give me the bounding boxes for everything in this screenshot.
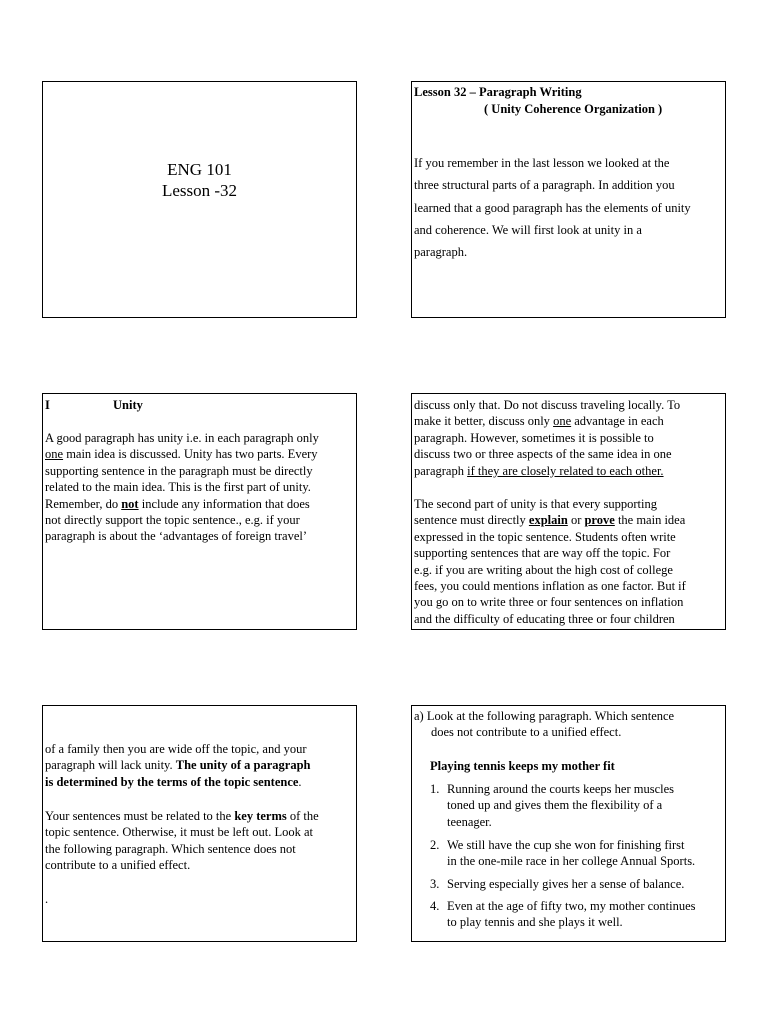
- text-line: toned up and gives them the flexibility of a: [447, 798, 663, 813]
- text-line: paragraph is about the ‘advantages of foreign travel’: [45, 529, 308, 544]
- item-text: [447, 837, 725, 870]
- text-line: The second part of unity is that every supporting: [414, 497, 657, 511]
- intro-line: and coherence. We will first look at unity in a: [414, 222, 642, 237]
- intro-paragraph: [414, 152, 723, 263]
- exercise-heading: Playing tennis keeps my mother fit: [430, 759, 615, 773]
- text-span: Remember, do: [45, 496, 122, 511]
- lesson-number: Lesson -32: [161, 181, 238, 200]
- lesson-title: Lesson 32 – Paragraph Writing: [414, 85, 582, 99]
- text-span: sentence must directly: [414, 513, 529, 528]
- intro-line: If you remember in the last lesson we looked at the: [414, 156, 670, 170]
- item-text: [447, 781, 723, 830]
- text-line: topic sentence. Otherwise, it must be left out. Look at: [45, 825, 313, 840]
- text-line: related to the main idea. This is the first part of unity.: [45, 480, 311, 495]
- text-span: include any information that does: [138, 496, 310, 511]
- text-line: discuss two or three aspects of the same idea in one: [414, 447, 672, 462]
- text-line: Even at the age of fifty two, my mother continues: [447, 899, 696, 913]
- slide-unity-terms: [42, 705, 357, 942]
- text-line: [414, 512, 723, 528]
- continued-paragraph: [414, 397, 723, 479]
- underlined-phrase: if they are closely related to each other.: [467, 463, 664, 478]
- key-terms-paragraph: [45, 808, 354, 874]
- text-line: expressed in the topic sentence. Students often write: [414, 529, 676, 544]
- bold-phrase: key terms: [234, 809, 287, 823]
- text-span: main idea is discussed. Unity has two parts. Every: [63, 447, 318, 462]
- slide-title-card: [42, 81, 357, 318]
- item-text: [447, 898, 725, 931]
- unity-paragraph: [45, 430, 354, 545]
- bold-phrase: The unity of a paragraph: [175, 758, 311, 773]
- text-line: [45, 774, 354, 790]
- text-line: does not contribute to a unified effect.: [431, 725, 622, 740]
- slide-intro: [411, 81, 726, 318]
- section-number: I: [45, 398, 50, 412]
- emphasis-word: explain: [528, 513, 568, 528]
- slide-unity-continued: [411, 393, 726, 630]
- text-line: A good paragraph has unity i.e. in each paragraph only: [45, 431, 319, 445]
- intro-line: learned that a good paragraph has the elements of unity: [414, 200, 691, 215]
- text-line: a) Look at the following paragraph. Which sentence: [414, 709, 675, 723]
- bold-phrase: is determined by the terms of the topic sentence: [45, 774, 299, 789]
- text-line: in the one-mile race in her college Annual Sports.: [447, 854, 696, 869]
- text-span: make it better, discuss only: [414, 414, 554, 429]
- exercise-question: [414, 708, 723, 741]
- text-line: Serving especially gives her a sense of balance.: [447, 877, 685, 891]
- text-line: not directly support the topic sentence., e.g. if your: [45, 513, 300, 528]
- underlined-word: one: [553, 414, 572, 429]
- intro-line: three structural parts of a paragraph. In addition you: [414, 178, 675, 193]
- text-line: [45, 757, 354, 773]
- course-code: ENG 101: [167, 160, 232, 179]
- text-line: you go on to write three or four sentences on inflation: [414, 595, 684, 610]
- text-line: Running around the courts keeps her muscles: [447, 782, 675, 796]
- text-line: [45, 808, 354, 824]
- item-number: 3.: [430, 877, 440, 891]
- text-line: [45, 446, 354, 462]
- item-number: 1.: [430, 782, 440, 796]
- text-span: or: [567, 513, 585, 528]
- emphasis-word: not: [121, 496, 139, 511]
- slide-exercise: [411, 705, 726, 942]
- item-number: 2.: [430, 838, 440, 852]
- item-text: [447, 876, 723, 892]
- text-line: teenager.: [447, 814, 492, 829]
- lesson-subtitle: ( Unity Coherence Organization ): [484, 102, 663, 116]
- text-span: of the: [286, 809, 319, 823]
- underlined-word: one: [45, 447, 64, 462]
- trailing-dot: .: [45, 892, 49, 906]
- text-span: .: [298, 774, 302, 789]
- text-line: and the difficulty of educating three or four children: [414, 611, 675, 626]
- slide-unity: [42, 393, 357, 630]
- text-line: [414, 463, 723, 479]
- text-line: discuss only that. Do not discuss traveling locally. To: [414, 398, 681, 412]
- text-line: to play tennis and she plays it well.: [447, 915, 623, 930]
- text-line: We still have the cup she won for finishing first: [447, 838, 685, 852]
- item-number: 4.: [430, 899, 440, 913]
- text-line: contribute to a unified effect.: [45, 858, 191, 873]
- section-heading: [45, 397, 354, 413]
- second-part-paragraph: [414, 496, 723, 627]
- text-span: paragraph will lack unity.: [45, 758, 176, 773]
- text-line: fees, you could mentions inflation as one factor. But if: [414, 579, 686, 594]
- text-line: [414, 413, 723, 429]
- text-line: of a family then you are wide off the topic, and your: [45, 742, 307, 756]
- text-line: paragraph. However, sometimes it is possible to: [414, 430, 654, 445]
- text-span: Your sentences must be related to the: [45, 809, 235, 823]
- text-line: the following paragraph. Which sentence does not: [45, 841, 296, 856]
- section-title: Unity: [113, 398, 143, 412]
- intro-line: paragraph.: [414, 245, 468, 260]
- emphasis-word: prove: [584, 513, 615, 528]
- terms-paragraph: [45, 741, 354, 790]
- text-line: e.g. if you are writing about the high cost of college: [414, 562, 673, 577]
- text-span: the main idea: [614, 513, 686, 528]
- text-span: paragraph: [414, 463, 468, 478]
- text-line: supporting sentence in the paragraph must be directly: [45, 463, 313, 478]
- text-span: advantage in each: [571, 414, 664, 429]
- title-block: [43, 159, 356, 201]
- text-line: supporting sentences that are way off the topic. For: [414, 546, 671, 561]
- text-line: [45, 496, 354, 512]
